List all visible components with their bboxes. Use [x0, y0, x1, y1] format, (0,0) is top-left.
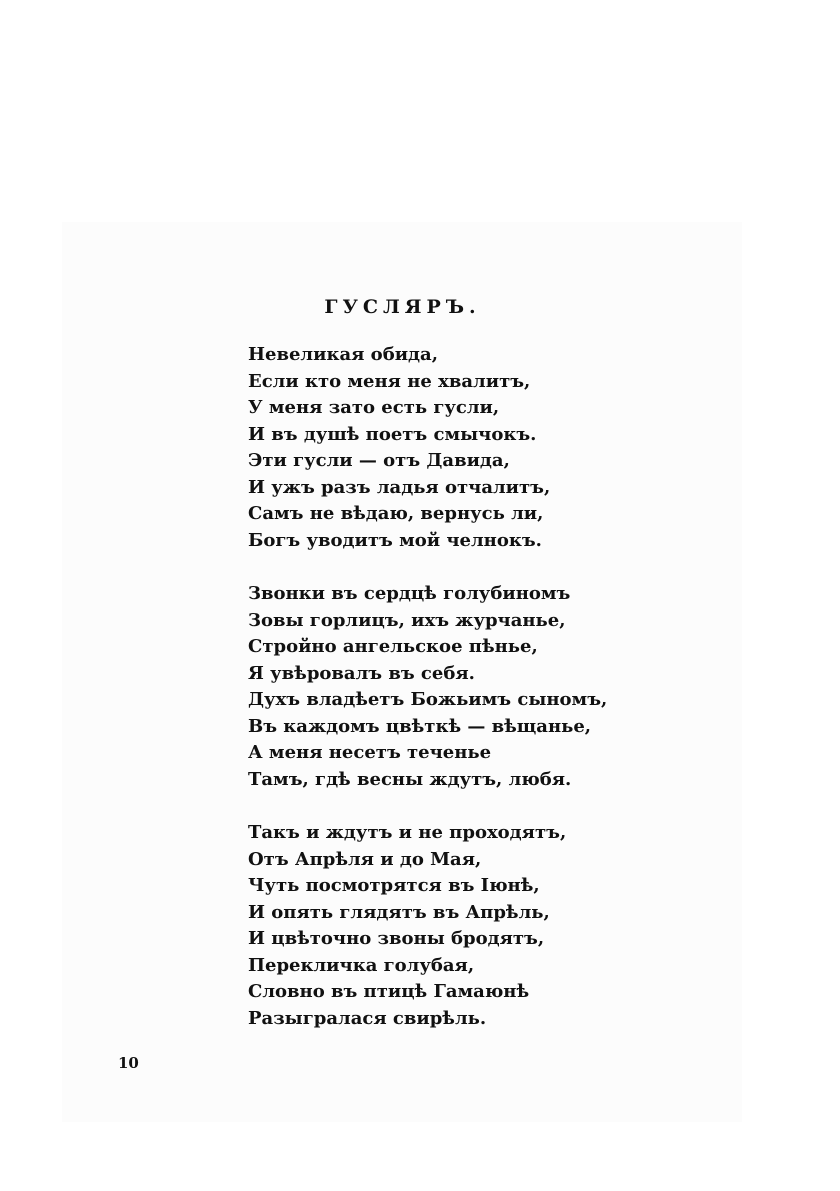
poem-line: Въ каждомъ цвѣткѣ — вѣщанье, [248, 715, 592, 737]
poem-line: И ужъ разъ ладья отчалитъ, [248, 476, 551, 498]
poem-line: Духъ владѣетъ Божьимъ сыномъ, [248, 689, 608, 710]
poem-title: ГУСЛЯРЪ. [324, 296, 481, 318]
poem-line: Отъ Апрѣля и до Мая, [248, 848, 482, 870]
poem-body [248, 342, 607, 1059]
poem-line: Эти гусли — отъ Давида, [248, 450, 510, 471]
poem-line: Если кто меня не хвалитъ, [248, 370, 531, 392]
poem-line: Звонки въ сердцѣ голубиномъ [248, 583, 571, 604]
stanza-3 [248, 820, 607, 1032]
poem-line: Я увѣровалъ въ себя. [248, 662, 475, 684]
poem-line: Перекличка голубая, [248, 954, 475, 976]
poem-line: Самъ не вѣдаю, вернусь ли, [248, 503, 544, 524]
poem-line: И опять глядятъ въ Апрѣль, [248, 901, 550, 923]
poem-line: Разыгралася свирѣль. [248, 1007, 487, 1029]
poem-line: Богъ уводитъ мой челнокъ. [248, 529, 542, 551]
poem-line: Тамъ, гдѣ весны ждутъ, любя. [248, 768, 572, 790]
poem-line: Чуть посмотрятся въ Іюнѣ, [248, 875, 540, 896]
stanza-1 [248, 342, 607, 554]
poem-line: А меня несетъ теченье [248, 742, 492, 763]
poem-line: И цвѣточно звоны бродятъ, [248, 928, 545, 949]
page-number: 10 [118, 1054, 139, 1072]
poem-line: Стройно ангельское пѣнье, [248, 636, 538, 657]
poem-line: Такъ и ждутъ и не проходятъ, [248, 822, 567, 843]
poem-line: Зовы горлицъ, ихъ журчанье, [248, 609, 566, 631]
poem-line: У меня зато есть гусли, [248, 397, 500, 418]
poem-line: Словно въ птицѣ Гамаюнѣ [248, 981, 530, 1002]
stanza-2 [248, 581, 607, 793]
poem-line: И въ душѣ поетъ смычокъ. [248, 423, 537, 445]
poem-line: Невеликая обида, [248, 344, 438, 365]
